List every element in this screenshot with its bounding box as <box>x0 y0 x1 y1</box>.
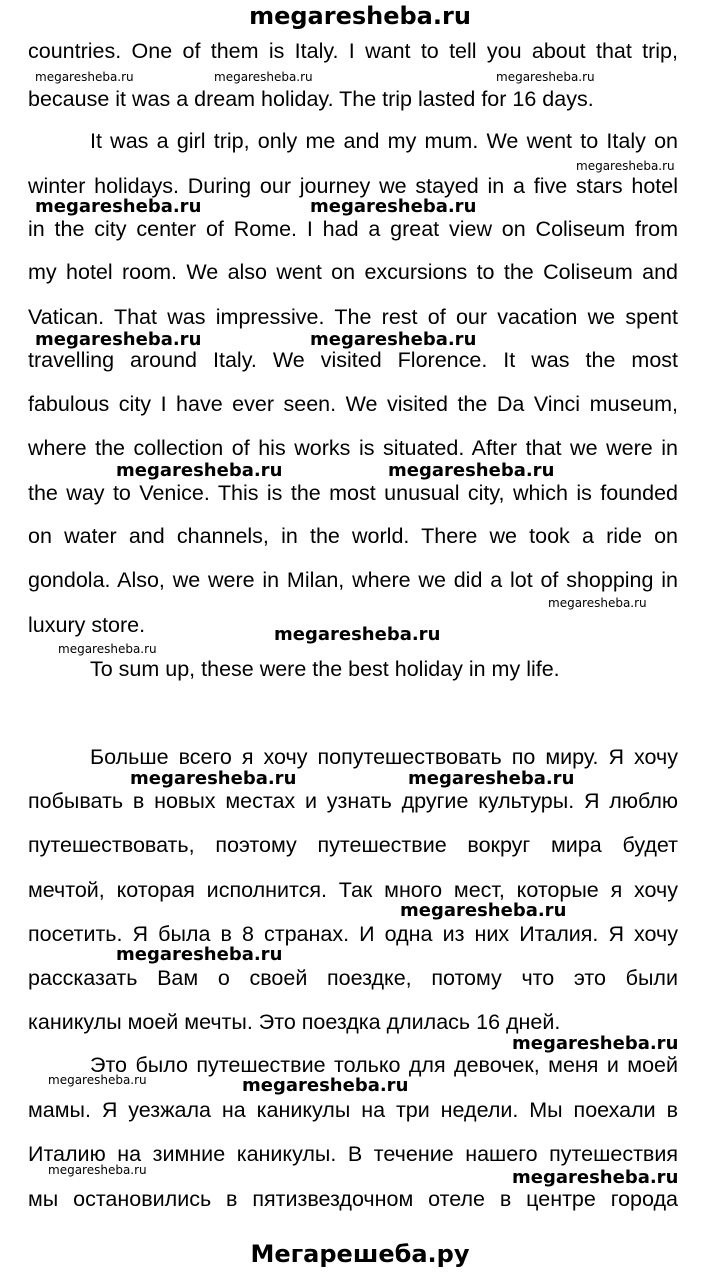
text-line: путешествовать, поэтому путешествие вокруг мира будет <box>28 833 678 857</box>
watermark: megaresheba.ru <box>274 624 441 645</box>
watermark: megaresheba.ru <box>35 329 202 350</box>
watermark: megaresheba.ru <box>116 460 283 481</box>
text-line: countries. One of them is Italy. I want to tell you about that trip, <box>28 39 678 63</box>
text-line: It was a girl trip, only me and my mum. We went to Italy on <box>90 129 678 153</box>
text-line: where the collection of his works is situated. After that we were in <box>28 436 678 460</box>
watermark: megaresheba.ru <box>388 460 555 481</box>
text-line: побывать в новых местах и узнать другие культуры. Я люблю <box>28 789 678 813</box>
text-line: Больше всего я хочу попутешествовать по миру. Я хочу <box>90 745 678 769</box>
watermark: megaresheba.ru <box>35 196 202 217</box>
text-line: winter holidays. During our journey we stayed in a five stars hotel <box>28 174 678 198</box>
watermark: megaresheba.ru <box>214 70 313 84</box>
watermark: megaresheba.ru <box>116 944 283 965</box>
text-line: luxury store. <box>28 613 146 637</box>
site-footer: Мегарешеба.ру <box>250 1240 470 1268</box>
text-line: gondola. Also, we were in Milan, where we did a lot of shopping in <box>28 568 678 592</box>
watermark: megaresheba.ru <box>512 1167 679 1188</box>
text-line: Это было путешествие только для девочек, меня и моей <box>90 1053 678 1077</box>
site-header: megaresheba.ru <box>249 2 471 30</box>
text-line: fabulous city I have ever seen. We visited the Da Vinci museum, <box>28 392 678 416</box>
text-line: my hotel room. We also went on excursions to the Coliseum and <box>28 260 678 284</box>
text-line: Италию на зимние каникулы. В течение нашего путешествия <box>28 1142 678 1166</box>
text-line: in the city center of Rome. I had a great view on Coliseum from <box>28 217 678 241</box>
watermark: megaresheba.ru <box>408 768 575 789</box>
watermark: megaresheba.ru <box>548 596 647 610</box>
text-line: посетить. Я была в 8 странах. И одна из них Италия. Я хочу <box>28 922 678 946</box>
watermark: megaresheba.ru <box>35 70 134 84</box>
watermark: megaresheba.ru <box>48 1073 147 1087</box>
text-line: Vatican. That was impressive. The rest of our vacation we spent <box>28 305 678 329</box>
text-line: on water and channels, in the world. There we took a ride on <box>28 524 678 548</box>
text-line: because it was a dream holiday. The trip lasted for 16 days. <box>28 87 594 111</box>
watermark: megaresheba.ru <box>576 159 675 173</box>
watermark: megaresheba.ru <box>130 768 297 789</box>
text-line: the way to Venice. This is the most unusual city, which is founded <box>28 481 678 505</box>
text-line: рассказать Вам о своей поездке, потому что это были <box>28 966 678 990</box>
watermark: megaresheba.ru <box>496 70 595 84</box>
watermark: megaresheba.ru <box>512 1033 679 1054</box>
text-line: мамы. Я уезжала на каникулы на три недели. Мы поехали в <box>28 1098 678 1122</box>
watermark: megaresheba.ru <box>310 196 477 217</box>
watermark: megaresheba.ru <box>48 1163 147 1177</box>
text-line: каникулы моей мечты. Это поездка длилась 16 дней. <box>28 1010 561 1034</box>
watermark: megaresheba.ru <box>400 900 567 921</box>
text-line: мечтой, которая исполнится. Так много мест, которые я хочу <box>28 878 678 902</box>
watermark: megaresheba.ru <box>58 642 157 656</box>
text-line: To sum up, these were the best holiday in my life. <box>90 657 560 681</box>
text-line: мы остановились в пятизвездочном отеле в центре города <box>28 1187 678 1211</box>
watermark: megaresheba.ru <box>242 1075 409 1096</box>
watermark: megaresheba.ru <box>310 329 477 350</box>
text-line: travelling around Italy. We visited Florence. It was the most <box>28 348 678 372</box>
